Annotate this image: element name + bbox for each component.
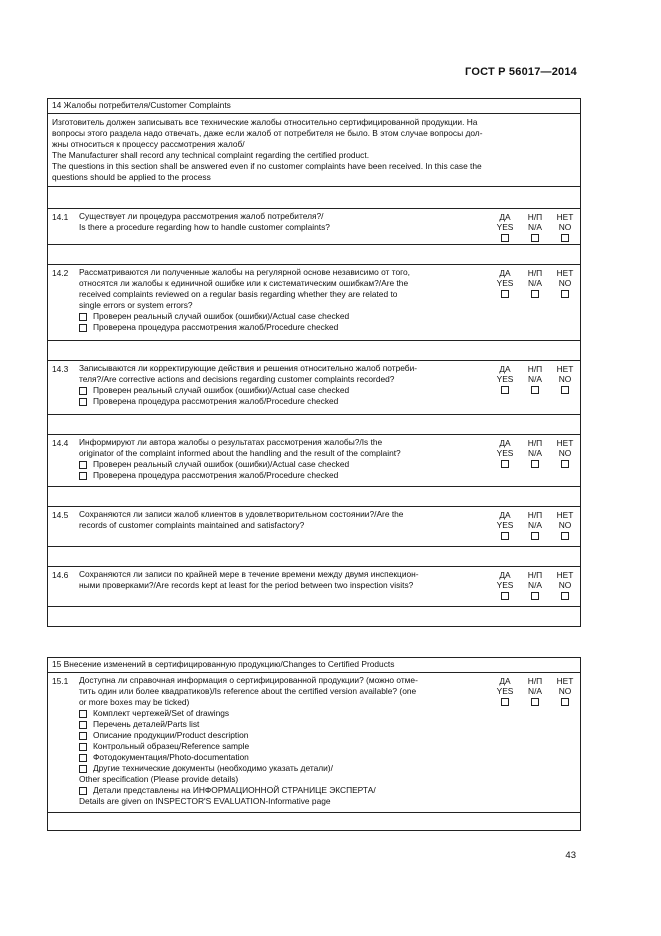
net-label: НЕТ <box>556 212 574 222</box>
intro-line: вопросы этого раздела надо отвечать, даже если жалоб от потребителя не было. В этом случае вопросы дол- <box>52 128 483 138</box>
option-label: Описание продукции/Product description <box>93 730 249 740</box>
na-label: N/A <box>528 374 542 384</box>
option-checkbox[interactable] <box>79 721 87 729</box>
na-checkbox[interactable] <box>531 386 539 394</box>
yes-label: YES <box>496 278 514 288</box>
option-label: Детали представлены на ИНФОРМАЦИОННОЙ СТРАНИЦЕ ЭКСПЕРТА/ <box>93 785 376 795</box>
no-label: NO <box>558 580 572 590</box>
option-parts-list[interactable] <box>79 719 485 730</box>
option-other-docs[interactable] <box>79 763 485 774</box>
option-procedure[interactable] <box>79 396 485 407</box>
na-label: N/A <box>528 448 542 458</box>
spacer-row <box>48 186 580 208</box>
question-text: ными проверками?/Are records kept at least for the period between two inspection visits? <box>79 580 414 590</box>
yes-checkbox[interactable] <box>501 698 509 706</box>
da-label: ДА <box>499 570 511 580</box>
np-label: Н/П <box>527 510 543 520</box>
option-procedure[interactable] <box>79 322 485 333</box>
net-label: НЕТ <box>556 570 574 580</box>
option-details-informative[interactable] <box>79 785 485 796</box>
intro-line: questions should be applied to the process <box>52 172 211 182</box>
yes-checkbox[interactable] <box>501 532 509 540</box>
intro-line: The questions in this section shall be answered even if no customer complaints have been received. In this case the <box>52 161 482 171</box>
question-text: Доступна ли справочная информация о сертифицированной продукции? (можно отме- <box>79 675 418 685</box>
question-text: received complaints reviewed on a regular basis regarding whether they are related to <box>79 289 398 299</box>
da-label: ДА <box>499 676 511 686</box>
question-text: теля?/Are corrective actions and decisions regarding customer complaints recorded? <box>79 374 395 384</box>
da-label: ДА <box>499 510 511 520</box>
no-label: NO <box>558 222 572 232</box>
option-product-description[interactable] <box>79 730 485 741</box>
question-text: Записываются ли корректирующие действия и решения относительно жалоб потреби- <box>79 363 418 373</box>
no-checkbox[interactable] <box>561 592 569 600</box>
net-label: НЕТ <box>556 268 574 278</box>
na-checkbox[interactable] <box>531 234 539 242</box>
option-photo-documentation[interactable] <box>79 752 485 763</box>
option-checkbox[interactable] <box>79 765 87 773</box>
question-text: originator of the complaint informed about the handling and the result of the complaint? <box>79 448 401 458</box>
net-label: НЕТ <box>556 676 574 686</box>
question-number: 15.1 <box>52 676 69 686</box>
standard-header: ГОСТ Р 56017—2014 <box>465 66 577 78</box>
yes-label: YES <box>496 686 514 696</box>
question-14-2 <box>48 264 580 340</box>
option-checkbox[interactable] <box>79 313 87 321</box>
yes-checkbox[interactable] <box>501 592 509 600</box>
question-text: records of customer complaints maintained and satisfactory? <box>79 520 305 530</box>
no-checkbox[interactable] <box>561 386 569 394</box>
no-label: NO <box>558 686 572 696</box>
question-text: single errors or system errors? <box>79 300 193 310</box>
question-14-6 <box>48 566 580 606</box>
option-checkbox[interactable] <box>79 461 87 469</box>
option-actual-case[interactable] <box>79 385 485 396</box>
section-14-title: 14 Жалобы потребителя/Customer Complaints <box>52 100 231 110</box>
yes-checkbox[interactable] <box>501 290 509 298</box>
option-checkbox[interactable] <box>79 787 87 795</box>
yes-checkbox[interactable] <box>501 386 509 394</box>
section-15-title: 15 Внесение изменений в сертифицированную продукцию/Changes to Certified Products <box>52 659 395 669</box>
np-label: Н/П <box>527 212 543 222</box>
section-15-table <box>47 657 581 831</box>
question-text: or more boxes may be ticked) <box>79 697 190 707</box>
yes-checkbox[interactable] <box>501 234 509 242</box>
comment-row[interactable] <box>48 414 580 434</box>
question-text: Сохраняются ли записи жалоб клиентов в удовлетворительном состоянии?/Are the <box>79 509 404 519</box>
da-label: ДА <box>499 438 511 448</box>
option-checkbox[interactable] <box>79 398 87 406</box>
question-text: Существует ли процедура рассмотрения жалоб потребителя?/ <box>79 211 324 221</box>
option-label: Проверена процедура рассмотрения жалоб/Procedure checked <box>93 396 339 406</box>
option-checkbox[interactable] <box>79 732 87 740</box>
question-number: 14.2 <box>52 268 69 278</box>
option-label: Проверен реальный случай ошибок (ошибки)/Actual case checked <box>93 385 350 395</box>
comment-row[interactable] <box>48 244 580 264</box>
na-checkbox[interactable] <box>531 592 539 600</box>
option-drawings[interactable] <box>79 708 485 719</box>
da-label: ДА <box>499 212 511 222</box>
question-14-1 <box>48 208 580 244</box>
na-checkbox[interactable] <box>531 532 539 540</box>
no-label: NO <box>558 448 572 458</box>
no-checkbox[interactable] <box>561 460 569 468</box>
question-number: 14.3 <box>52 364 69 374</box>
net-label: НЕТ <box>556 364 574 374</box>
da-label: ДА <box>499 268 511 278</box>
comment-row[interactable] <box>48 606 580 626</box>
na-label: N/A <box>528 222 542 232</box>
comment-row[interactable] <box>48 546 580 566</box>
yes-checkbox[interactable] <box>501 460 509 468</box>
intro-line: The Manufacturer shall record any technical complaint regarding the certified product. <box>52 150 370 160</box>
option-checkbox[interactable] <box>79 387 87 395</box>
no-checkbox[interactable] <box>561 698 569 706</box>
option-label: Комплект чертежей/Set of drawings <box>93 708 230 718</box>
option-label: Другие технические документы (необходимо указать детали)/ <box>93 763 333 773</box>
option-label: Перечень деталей/Parts list <box>93 719 200 729</box>
yes-label: YES <box>496 374 514 384</box>
np-label: Н/П <box>527 676 543 686</box>
question-15-1 <box>48 672 580 812</box>
np-label: Н/П <box>527 364 543 374</box>
question-text: Информируют ли автора жалобы о результатах рассмотрения жалобы?/Is the <box>79 437 383 447</box>
no-label: NO <box>558 278 572 288</box>
option-label: Проверена процедура рассмотрения жалоб/Procedure checked <box>93 470 339 480</box>
yes-label: YES <box>496 448 514 458</box>
yes-label: YES <box>496 580 514 590</box>
na-label: N/A <box>528 278 542 288</box>
section-14-table <box>47 98 581 627</box>
na-checkbox[interactable] <box>531 290 539 298</box>
question-number: 14.5 <box>52 510 69 520</box>
na-label: N/A <box>528 520 542 530</box>
question-number: 14.4 <box>52 438 69 448</box>
na-checkbox[interactable] <box>531 460 539 468</box>
question-14-3 <box>48 360 580 414</box>
question-text: Рассматриваются ли полученные жалобы на регулярной основе независимо от того, <box>79 267 410 277</box>
no-label: NO <box>558 374 572 384</box>
option-label: Проверен реальный случай ошибок (ошибки)/Actual case checked <box>93 459 350 469</box>
na-label: N/A <box>528 686 542 696</box>
question-text: Is there a procedure regarding how to handle customer complaints? <box>79 222 330 232</box>
net-label: НЕТ <box>556 510 574 520</box>
option-checkbox[interactable] <box>79 472 87 480</box>
no-checkbox[interactable] <box>561 290 569 298</box>
option-label: Фотодокументация/Photo-documentation <box>93 752 249 762</box>
comment-row[interactable] <box>48 486 580 506</box>
na-checkbox[interactable] <box>531 698 539 706</box>
question-14-4 <box>48 434 580 486</box>
section-14-intro <box>48 113 580 186</box>
yes-label: YES <box>496 222 514 232</box>
question-text: Сохраняются ли записи по крайней мере в течение времени между двумя инспекцион- <box>79 569 419 579</box>
option-checkbox[interactable] <box>79 743 87 751</box>
option-actual-case[interactable] <box>79 311 485 322</box>
question-text: тить один или более квадратиков)/Is reference about the certified version available? (one <box>79 686 417 696</box>
no-checkbox[interactable] <box>561 532 569 540</box>
question-number: 14.6 <box>52 570 69 580</box>
no-label: NO <box>558 520 572 530</box>
option-label: Проверен реальный случай ошибок (ошибки)/Actual case checked <box>93 311 350 321</box>
comment-row[interactable] <box>48 340 580 360</box>
question-text: относятся ли жалобы к единичной ошибке или к систематическим ошибкам?/Are the <box>79 278 409 288</box>
comment-row[interactable] <box>48 812 580 830</box>
page-number: 43 <box>565 850 576 861</box>
details-text: Details are given on INSPECTOR'S EVALUATION-Informative page <box>79 796 331 806</box>
option-label: Контрольный образец/Reference sample <box>93 741 250 751</box>
yes-label: YES <box>496 520 514 530</box>
option-checkbox[interactable] <box>79 324 87 332</box>
option-checkbox[interactable] <box>79 710 87 718</box>
question-number: 14.1 <box>52 212 69 222</box>
np-label: Н/П <box>527 268 543 278</box>
no-checkbox[interactable] <box>561 234 569 242</box>
intro-line: жны относиться к процессу рассмотрения жалоб/ <box>52 139 245 149</box>
na-label: N/A <box>528 580 542 590</box>
option-actual-case[interactable] <box>79 459 485 470</box>
other-specification-text: Other specification (Please provide details) <box>79 774 239 784</box>
question-14-5 <box>48 506 580 546</box>
option-checkbox[interactable] <box>79 754 87 762</box>
np-label: Н/П <box>527 570 543 580</box>
option-procedure[interactable] <box>79 470 485 481</box>
net-label: НЕТ <box>556 438 574 448</box>
option-reference-sample[interactable] <box>79 741 485 752</box>
option-label: Проверена процедура рассмотрения жалоб/Procedure checked <box>93 322 339 332</box>
np-label: Н/П <box>527 438 543 448</box>
da-label: ДА <box>499 364 511 374</box>
intro-line: Изготовитель должен записывать все технические жалобы относительно сертифицированной продукции. На <box>52 117 478 127</box>
